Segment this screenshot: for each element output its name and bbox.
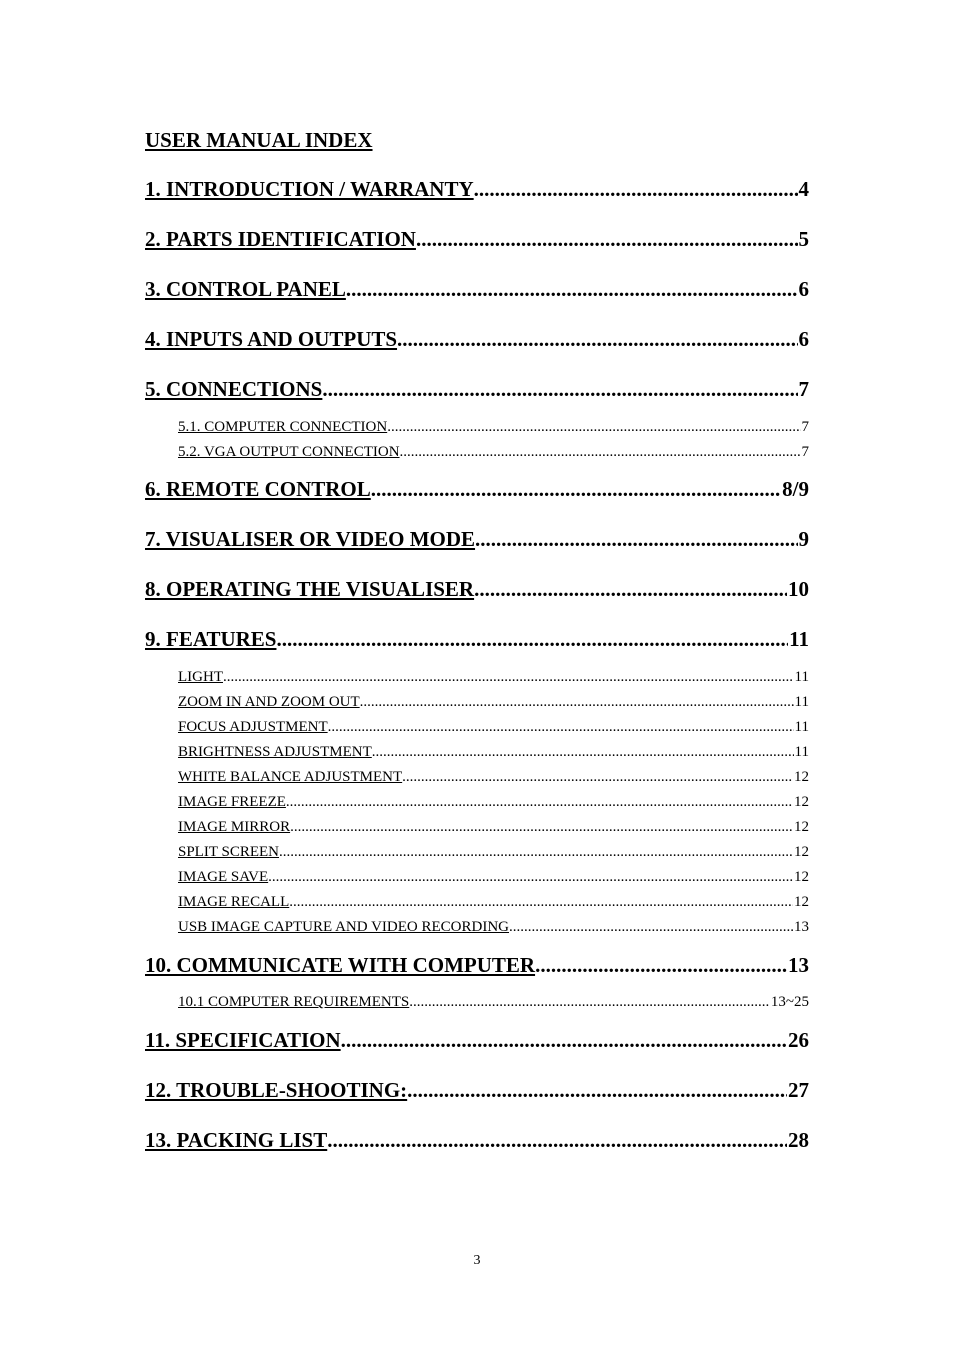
dot-leader — [416, 227, 798, 252]
toc-entry-page: 7 — [798, 377, 809, 401]
toc-entry-remote-control[interactable] — [145, 477, 809, 505]
toc-entry-label: FOCUS ADJUSTMENT — [178, 719, 328, 735]
toc-entry-page: 11 — [794, 719, 809, 735]
toc-subentry-white-balance-adjustment[interactable] — [178, 769, 809, 789]
toc-entry-label: SPLIT SCREEN — [178, 844, 279, 860]
toc-entry-page: 6 — [798, 327, 809, 351]
toc-entry-label: USB IMAGE CAPTURE AND VIDEO RECORDING — [178, 919, 509, 935]
toc-entry-label: 5.1. COMPUTER CONNECTION — [178, 419, 388, 435]
toc-subentry-image-recall[interactable] — [178, 894, 809, 914]
dot-leader — [371, 477, 781, 502]
toc-entry-page: 12 — [794, 819, 809, 835]
dot-leader — [327, 1128, 787, 1153]
toc-entry-label: 6. REMOTE CONTROL — [145, 477, 371, 501]
dot-leader — [223, 669, 794, 686]
page-number: 3 — [473, 1253, 481, 1268]
toc-entry-label: BRIGHTNESS ADJUSTMENT — [178, 744, 372, 760]
toc-subentry-split-screen[interactable] — [178, 844, 809, 864]
toc-entry-label: 1. INTRODUCTION / WARRANTY — [145, 177, 474, 201]
toc-entry-page: 4 — [798, 177, 809, 201]
toc-entry-communicate-with-computer[interactable] — [145, 953, 809, 981]
toc-entry-page: 12 — [794, 844, 809, 860]
toc-entry-packing-list[interactable] — [145, 1128, 809, 1156]
dot-leader — [346, 277, 798, 302]
toc-entry-page: 12 — [794, 794, 809, 810]
toc-entry-page: 5 — [798, 227, 809, 251]
toc-entry-page: 11 — [794, 669, 809, 685]
toc-entry-page: 27 — [788, 1078, 809, 1102]
dot-leader — [341, 1028, 787, 1053]
toc-entry-label: 5.2. VGA OUTPUT CONNECTION — [178, 444, 400, 460]
toc-entry-label: ZOOM IN AND ZOOM OUT — [178, 694, 360, 710]
toc-entry-parts-identification[interactable] — [145, 227, 809, 255]
toc-entry-introduction-warranty[interactable] — [145, 177, 809, 205]
toc-entry-label: 4. INPUTS AND OUTPUTS — [145, 327, 398, 351]
toc-entry-operating-the-visualiser[interactable] — [145, 577, 809, 605]
toc-entry-label: IMAGE MIRROR — [178, 819, 291, 835]
dot-leader — [286, 794, 793, 811]
dot-leader — [474, 577, 787, 602]
dot-leader — [474, 177, 798, 202]
toc-entry-label: 8. OPERATING THE VISUALISER — [145, 577, 475, 601]
dot-leader — [400, 444, 801, 461]
dot-leader — [387, 419, 800, 436]
dot-leader — [268, 869, 793, 886]
toc-entry-inputs-and-outputs[interactable] — [145, 327, 809, 355]
toc-entry-connections[interactable] — [145, 377, 809, 405]
toc-subentry-image-save[interactable] — [178, 869, 809, 889]
dot-leader — [322, 377, 797, 402]
toc-entry-page: 8/9 — [782, 477, 809, 501]
toc-entry-page: 11 — [794, 694, 809, 710]
toc-entry-page: 11 — [789, 627, 809, 651]
toc-entry-page: 26 — [788, 1028, 809, 1052]
dot-leader — [475, 527, 797, 552]
toc-entry-page: 12 — [794, 769, 809, 785]
toc-entry-page: 13 — [794, 919, 809, 935]
toc-entry-label: 2. PARTS IDENTIFICATION — [145, 227, 416, 251]
toc-entry-visualiser-or-video-mode[interactable] — [145, 527, 809, 555]
dot-leader — [328, 719, 794, 736]
toc-entry-label: IMAGE RECALL — [178, 894, 290, 910]
toc-subentry-brightness-adjustment[interactable] — [178, 744, 809, 764]
toc-entry-page: 11 — [794, 744, 809, 760]
dot-leader — [372, 744, 794, 761]
toc-entry-page: 13~25 — [770, 994, 809, 1010]
dot-leader — [276, 627, 788, 652]
dot-leader — [409, 994, 770, 1011]
toc-subentry-computer-connection[interactable] — [178, 419, 809, 439]
toc-entry-label: 9. FEATURES — [145, 627, 277, 651]
dot-leader — [290, 819, 793, 836]
toc-entry-label: 13. PACKING LIST — [145, 1128, 328, 1152]
dot-leader — [407, 1078, 787, 1103]
toc-entry-label: 10.1 COMPUTER REQUIREMENTS — [178, 994, 410, 1010]
toc-entry-page: 12 — [794, 869, 809, 885]
dot-leader — [289, 894, 793, 911]
toc-entry-label: 5. CONNECTIONS — [145, 377, 323, 401]
toc-entry-label: 7. VISUALISER OR VIDEO MODE — [145, 527, 476, 551]
page-title: USER MANUAL INDEX — [145, 128, 373, 152]
toc-subentry-light[interactable] — [178, 669, 809, 689]
dot-leader — [397, 327, 797, 352]
toc-entry-page: 9 — [798, 527, 809, 551]
toc-entry-page: 6 — [798, 277, 809, 301]
toc-subentry-computer-requirements[interactable] — [178, 994, 809, 1014]
toc-entry-page: 7 — [801, 444, 809, 460]
toc-entry-label: 3. CONTROL PANEL — [145, 277, 346, 301]
toc-entry-features[interactable] — [145, 627, 809, 655]
toc-entry-label: 12. TROUBLE-SHOOTING: — [145, 1078, 408, 1102]
toc-entry-label: WHITE BALANCE ADJUSTMENT — [178, 769, 403, 785]
toc-entry-label: IMAGE FREEZE — [178, 794, 286, 810]
toc-entry-specification[interactable] — [145, 1028, 809, 1056]
dot-leader — [402, 769, 793, 786]
toc-entry-label: LIGHT — [178, 669, 223, 685]
toc-entry-page: 7 — [801, 419, 809, 435]
dot-leader — [360, 694, 794, 711]
dot-leader — [535, 953, 787, 978]
toc-subentry-zoom[interactable] — [178, 694, 809, 714]
toc-entry-label: 11. SPECIFICATION — [145, 1028, 341, 1052]
toc-entry-page: 13 — [788, 953, 809, 977]
toc-entry-trouble-shooting[interactable] — [145, 1078, 809, 1106]
toc-entry-label: 10. COMMUNICATE WITH COMPUTER — [145, 953, 536, 977]
dot-leader — [509, 919, 793, 936]
toc-entry-label: IMAGE SAVE — [178, 869, 269, 885]
toc-subentry-usb-image-capture[interactable] — [178, 919, 809, 939]
toc-entry-control-panel[interactable] — [145, 277, 809, 305]
toc-subentry-image-mirror[interactable] — [178, 819, 809, 839]
toc-subentry-focus-adjustment[interactable] — [178, 719, 809, 739]
toc-entry-page: 10 — [788, 577, 809, 601]
toc-subentry-image-freeze[interactable] — [178, 794, 809, 814]
toc-subentry-vga-output-connection[interactable] — [178, 444, 809, 464]
dot-leader — [279, 844, 793, 861]
toc-entry-page: 28 — [788, 1128, 809, 1152]
toc-entry-page: 12 — [794, 894, 809, 910]
